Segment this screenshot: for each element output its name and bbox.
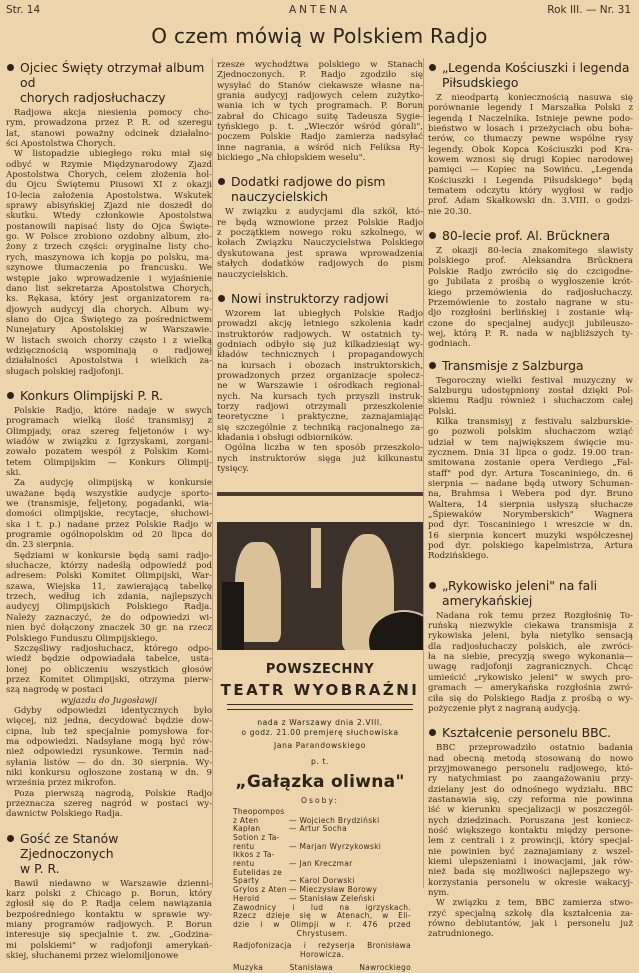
text-line: lat, stanowi poważny odcinek działalno- xyxy=(6,128,212,139)
article-paragraph xyxy=(428,743,633,898)
text-line: legendy. Obok Kopca Kościuszki pod Kra- xyxy=(428,144,633,155)
bullet-icon xyxy=(218,178,225,185)
cast-role: Grylos z Aten xyxy=(233,885,287,895)
article-heading: nauczycielskich xyxy=(231,189,329,205)
text-line: terów, co tłumaczy pewne wspólne rysy xyxy=(428,134,633,145)
text-line: rzesze wychodźtwa polskiego w Stanach xyxy=(217,60,423,70)
cast-note-last: Chrystusem. xyxy=(296,928,348,938)
text-line: djowych audycyj dla chorych. Album wy- xyxy=(6,304,212,315)
bullet-icon xyxy=(7,392,14,399)
text-line: prowadzi akcję letniego szkolenia kadr xyxy=(217,319,423,330)
text-line: nież odpowiedzi rysunkowe. Termin nad- xyxy=(6,747,212,758)
text-line: umieścić „rykowisko jeleni" w swych pro- xyxy=(428,672,633,683)
text-line: Za audycję olimpijską w konkursie xyxy=(14,478,212,489)
article-heading: Konkurs Olimpijski P. R. xyxy=(6,388,212,403)
text-line: Kilka transmisyj z festivalu salzburskie- xyxy=(436,416,633,427)
cast-actor: — Jan Kreczmar xyxy=(289,859,353,869)
text-line: BBC przeprowadziło ostatnio badania xyxy=(436,743,633,754)
article-heading: Nowi instruktorzy radjowi xyxy=(217,291,423,306)
article-heading: chorych radjosłuchaczy xyxy=(20,90,166,105)
article-paragraph xyxy=(6,406,212,478)
ad-play-title: „Gałązka oliwna" xyxy=(235,772,405,793)
text-line: słano do Ojca Świętego za pośrednictwem xyxy=(6,314,212,325)
text-line: teoretyczne i praktyczne, zaznajamiając xyxy=(217,412,423,423)
text-line: programach wielką ilość transmisyj z xyxy=(6,416,212,427)
text-line: skiemu Radju również i słuchaczom całej xyxy=(428,396,633,407)
article-paragraph xyxy=(217,443,423,474)
text-line: Radjowa akcja niesienia pomocy cho- xyxy=(14,108,212,118)
text-line: Z nieodpartą koniecznością nasuwa się xyxy=(436,93,633,103)
text-line: W listach swoich chorzy często i z wielką xyxy=(6,335,212,346)
text-line: 10-lecia założenia Apostolstwa. Wskutek xyxy=(6,190,212,201)
music-line: Muzyka Stanisława Nawrockiego xyxy=(233,962,411,972)
text-line: uwagę radjofonji zagranicznych. Chcąc xyxy=(428,662,633,673)
text-line: instruktorów radjowych. W ostatnich ty- xyxy=(217,329,423,340)
text-line: kiego przemówienia do radjosłuchaczy. xyxy=(428,287,633,298)
text-line: Polskie Radjo zwróciło się do czcigodne- xyxy=(428,266,633,277)
text-line: przez Komitet Olimpijski, otrzyma pierw- xyxy=(6,674,212,685)
text-line: nien być dołączony znaczek 30 gr. na rzecz xyxy=(6,623,212,634)
text-line: kiemi ulepszeniami i inowacjami, jak rów- xyxy=(428,856,633,867)
text-line: inne nagrania, a wśród nich Feliksa Ry- xyxy=(217,142,423,153)
text-line: Olimpjady, oraz szereg feljetonów i wy- xyxy=(6,426,212,437)
text-line: rzyć specjalną szkołę dla kształcenia za- xyxy=(428,908,633,919)
article-paragraph xyxy=(217,207,423,279)
text-line: miany programów radjowych. P. Borun xyxy=(6,920,212,931)
article-heading: Dodatki radjowe do pism xyxy=(217,174,423,189)
text-line: nych instruktorów sięga już kilkunastu xyxy=(217,453,423,464)
text-line: Polskiego Funduszu Olimpijskiego. xyxy=(6,633,158,644)
text-line: postanowili napisać listy do Ojca Święte- xyxy=(6,221,212,232)
article-salzburg xyxy=(428,358,633,562)
direction-line: Horowicza. xyxy=(300,950,344,960)
cast-list xyxy=(233,808,411,973)
bullet-icon xyxy=(429,729,436,736)
text-line: Rodzińskiego. xyxy=(428,551,489,562)
text-line: dn. 23 sierpnia. xyxy=(6,540,75,551)
illustration-drapery xyxy=(222,582,244,650)
text-line: sprawy abisyńskiej Zjazd nie doszedł do xyxy=(6,201,212,212)
text-line: Polski. xyxy=(428,406,457,417)
ad-line-2: TEATR WYOBRAŹNI xyxy=(220,681,420,700)
text-line: Wzorem lat ubiegłych Polskie Radjo xyxy=(225,308,423,319)
cast-actor: — Artur Socha xyxy=(289,824,347,834)
ad-info-2: o godz. 21.00 premjerę słuchowiska xyxy=(241,727,399,737)
text-line: bickiego „Na chłopskiem weselu". xyxy=(217,153,366,164)
text-line: prof. Adam Skałkowski dn. 3.VIII. o godzi- xyxy=(428,196,633,207)
text-line: września przez mikrofon. xyxy=(6,778,117,789)
ad-cast-title: Osoby: xyxy=(301,796,339,806)
text-line: kładania i obsługi odbiorników. xyxy=(217,432,353,443)
text-line: ści Apostolstwa Chorych. xyxy=(6,139,116,150)
article-paragraph xyxy=(6,551,212,644)
text-line: 16 sierpnia koncert muzyki współczesnej xyxy=(428,530,633,541)
article-pope-album xyxy=(6,60,212,377)
text-line: godniach. xyxy=(428,339,471,350)
article-heading: Kształcenie personelu BBC. xyxy=(428,725,633,740)
text-line: lonej po obliczeniu wszystkich głosów xyxy=(6,664,212,675)
column-3 xyxy=(428,60,633,940)
bullet-icon xyxy=(7,835,14,842)
text-line: sługach polskiej radjofonji. xyxy=(6,366,124,377)
text-line: ność większego kontaktu między persone- xyxy=(428,825,633,836)
text-line: żony z trzech części: oryginalne listy cho- xyxy=(6,242,212,253)
theatre-illustration xyxy=(217,522,423,650)
article-paragraph xyxy=(217,60,423,163)
article-radio-instructors xyxy=(217,291,423,475)
text-line: go. W Polsce zrobiono ozdobny album, zło- xyxy=(6,232,212,243)
text-line: zowało pozatem wespół z Polskim Komi- xyxy=(6,447,212,458)
text-line: zabrał do Chicago suitę Tadeusza Sygie- xyxy=(217,111,423,122)
text-line: syłania listów — do dn. 30 sierpnia. Wy- xyxy=(6,757,212,768)
text-line: zgłosił się do P. Radja celem nawiązania xyxy=(6,899,212,910)
text-line: tyńskiego p. t. „Wieczór wśród górali", xyxy=(217,122,423,133)
cast-role: Herold xyxy=(233,893,260,903)
text-line: we (transmisje, feljetony, pogadanki, wia- xyxy=(6,499,212,510)
text-line: legendą I Naczelnika. Istnieje pewne podo- xyxy=(428,113,633,124)
text-line: nym. xyxy=(428,888,450,898)
bullet-icon xyxy=(429,64,436,71)
text-line: rykowiska jeleni, była nietylko sensacją xyxy=(428,631,633,642)
cast-note: dzie i w Olimpji w r. 476 przed xyxy=(233,919,411,929)
text-line: porównanie legendy I Marszałka Polski z xyxy=(428,103,633,114)
article-heading: w P. R. xyxy=(20,860,60,876)
text-line: staff" pod dyr. Artura Toscaniniego, dn. 6 xyxy=(428,468,633,479)
cast-actor: — Stanisław Zeleński xyxy=(289,893,375,903)
text-line: ruńską niezwykle ciekawa transmisja z xyxy=(428,621,633,632)
text-line: korzystania personelu w okresie wakacyj- xyxy=(428,877,633,888)
page-number: Str. 14 xyxy=(6,4,41,16)
text-line: dyskutowana jest sprawa wprowadzenia xyxy=(217,248,423,259)
text-line: Należy zaznaczyć, że do odpowiedzi wi- xyxy=(6,612,212,623)
text-line: udział w tem największem święcie mu- xyxy=(428,437,633,448)
text-line: pod dyr. Toscaniniego i wreszcie w dn. xyxy=(428,520,633,531)
text-line: nauczycielskich. xyxy=(217,269,289,280)
text-line: Nadana rok temu przez Rozgłośnię To- xyxy=(436,610,633,621)
text-line: wiedź będzie odpowiadała tabelce, usta- xyxy=(6,654,212,665)
text-line: ska i t. p.) nadane przez Polskie Radjo w xyxy=(6,519,212,530)
text-line: pod dyr. polskiego kapelmistrza, Artura xyxy=(428,541,633,552)
text-line: uważane będą wszystkie audycje sporto- xyxy=(6,488,212,499)
article-heading: amerykańskiej xyxy=(442,592,533,608)
text-line: rych, maszynowa ich kopja po polsku, ma- xyxy=(6,252,212,263)
article-heading: Ojciec Święty otrzymał album od xyxy=(6,60,212,90)
text-line: ma odpowiedzi. Nadsyłane mogą być rów- xyxy=(6,736,212,747)
cast-role: rentu xyxy=(233,841,255,851)
text-line: więcej, niż jedna, decydować będzie dow- xyxy=(6,716,212,727)
text-line: sierpnia — nadane będą utwory Schuman- xyxy=(428,479,633,489)
text-line: re będą wznowione przez Polskie Radjo xyxy=(217,217,423,228)
text-line: zatrudnionego. xyxy=(428,929,494,940)
cast-role: rentu xyxy=(233,859,255,869)
ad-author: Jana Parandowskiego xyxy=(274,741,366,751)
text-line: Polskie Radjo, które nadaje w swych xyxy=(14,405,212,416)
cast-actor: — Karol Dorwski xyxy=(289,876,355,886)
article-paragraph xyxy=(6,108,212,149)
text-line: trzech, według ich zdania, najlepszych xyxy=(6,592,212,603)
text-line: Nunejatury Apostolskiej w Warszawie. xyxy=(6,325,212,336)
ad-info-1: nada z Warszawy dnia 2.VIII. xyxy=(257,718,383,728)
text-line: W związku z audycjami dla szkół, któ- xyxy=(225,207,423,218)
cast-role: Sotion z Ta- xyxy=(233,832,280,842)
column-2 xyxy=(217,60,423,973)
cast-role: z Aten xyxy=(233,815,259,825)
text-line: kowem wznosi się drugi Kopiec narodowej xyxy=(428,155,633,166)
cast-role: Eutelidas ze xyxy=(233,867,283,877)
text-line: Z okazji 80-lecia znakomitego slawisty xyxy=(436,246,633,257)
text-line: przyjmowanego personelu radjowego, któ- xyxy=(428,763,633,774)
text-line: odbyć w Rzymie Międzynarodowy Zjazd xyxy=(6,159,212,170)
text-line: rym, prowadzona przez P. R. od szeregu xyxy=(6,118,212,129)
cast-note: Rzecz dzieje się w Atenach, w Eli- xyxy=(233,911,411,921)
text-line: skiej, słuchanemi przez wielomiljonowe xyxy=(6,951,179,962)
text-line: Waltera, 14 sierpnia usłyszą słuchacze xyxy=(428,499,633,510)
issue-number: Rok III. — Nr. 31 xyxy=(547,4,631,16)
cast-note: Zawodnicy i lud na igrzyskach. xyxy=(233,902,411,912)
article-kosciuszki-legend xyxy=(428,60,633,217)
text-line: pamięci — Kopiec na Sowińcu. „Legenda xyxy=(428,165,633,176)
text-line: gramach — amerykańska rozgłośnia zwró- xyxy=(428,683,633,694)
article-bruckner xyxy=(428,228,633,349)
text-line: tematem odczytu który wygłosi w radjo xyxy=(428,186,633,197)
ad-pt: p. t. xyxy=(310,756,330,766)
text-line: Szczęśliwy radjosłuchacz, którego odpo- xyxy=(14,643,212,654)
text-line: z początkiem nowego roku szkolnego, w xyxy=(217,228,423,239)
text-line: torzy radjowi otrzymali przeszkolenie xyxy=(217,401,423,412)
text-line: zastanawia się, czy reforma nie powinna xyxy=(428,794,633,805)
text-line: dawnictw Polskiego Radja. xyxy=(6,809,123,820)
text-line: kładów technicznych i propagandowych xyxy=(217,350,423,361)
text-line: wdzięcznością wspominają o radjowej xyxy=(6,345,212,356)
bullet-icon xyxy=(218,295,225,302)
article-deer-rut xyxy=(428,578,633,714)
text-line: bieństwo w losach i przeżyciach obu boha- xyxy=(428,124,633,135)
text-line: tysięcy. xyxy=(217,464,249,474)
text-line: ne w Warszawie i ośrodkach regional- xyxy=(217,381,423,392)
text-line: adresem: Polski Komitet Olimpijski, War- xyxy=(6,571,212,582)
text-line: bezpośredniego kontaktu w sprawie wy- xyxy=(6,909,212,920)
text-line: działalności Apostolstwa i wielkich za- xyxy=(6,356,212,367)
theatre-advertisement xyxy=(217,662,423,806)
cast-role: Kapłan xyxy=(233,824,261,834)
cast-role: Sparty xyxy=(233,876,260,886)
bullet-icon xyxy=(7,64,14,71)
text-line: na, Brahmsa i Webera pod dyr. Bruno xyxy=(428,489,633,500)
bullet-icon xyxy=(429,232,436,239)
text-line: go Jubilata z prośbą o wygłoszenie krót- xyxy=(428,277,633,288)
text-line: wstępie jako wprowadzenie i wyjaśnienie xyxy=(6,273,212,284)
text-line: programie ogólnopolskim od 20 lipca do xyxy=(6,530,212,541)
magazine-name: ANTENA xyxy=(288,4,351,16)
text-line: iść w kierunku specjalizacji w poszczegól- xyxy=(428,805,633,816)
ad-double-rule xyxy=(227,704,413,710)
text-line: „Śpiewaków Norymberskich" Wagnera xyxy=(428,510,633,521)
page-title: O czem mówią w Polskiem Radjo xyxy=(151,24,488,48)
article-us-guest-continued xyxy=(217,60,423,163)
text-line: domości olimpijskie, recytacje, słuchowi- xyxy=(6,509,212,520)
text-line: szą nagrodę w postaci xyxy=(6,685,103,696)
article-heading: „Rykowisko jeleni" na fali xyxy=(428,578,633,593)
text-line: Zjednoczonych. P. Radjo zgodziło się xyxy=(217,70,423,81)
text-line: nad obecną metodą stosowaną do nowo xyxy=(428,753,633,764)
article-paragraph xyxy=(6,879,212,962)
text-line: równo debiutantów, jak i personelu już xyxy=(428,919,633,930)
text-line: Ogólna liczba w ten sposób przeszkolo- xyxy=(225,443,423,454)
text-line: przeznacza szereg nagród w postaci wy- xyxy=(6,799,212,809)
text-line: godniach odbyło się już kilkadziesiąt wy- xyxy=(217,339,423,350)
text-line: ski. xyxy=(6,468,22,478)
text-line: niki konkursu ogłoszone zostaną w dn. 9 xyxy=(6,767,212,778)
text-line: cipna, lub też specjalnie pomysłowa for- xyxy=(6,726,212,737)
article-paragraph xyxy=(6,149,212,377)
article-paragraph xyxy=(428,898,633,939)
text-line: wysyłać do Stanów ciekawsze własne na- xyxy=(217,80,423,91)
text-line: W listopadzie ubiegłego roku miał się xyxy=(14,149,212,160)
text-line: tetem Olimpijskim — Konkurs Olimpij- xyxy=(6,457,212,468)
text-line: nież bada się możliwości najlepszego wy- xyxy=(428,867,633,878)
article-paragraph xyxy=(428,376,633,417)
text-line: interesuje się specjalnie t. zw. „Godzina- xyxy=(6,930,212,941)
text-line: nie 20.30. xyxy=(428,206,472,217)
text-line: mi polskiemi" w radjofonji amerykań- xyxy=(6,940,212,951)
prize-text: wyjazdu do Jugosławji xyxy=(60,695,158,706)
prize-line xyxy=(6,696,212,706)
text-line: wej, którą P. R. nada w najbliższych ty- xyxy=(428,328,633,339)
text-line: Przemówienie to zostało nagrane w stu- xyxy=(428,297,633,308)
article-heading: 80-lecie prof. Al. Brücknera xyxy=(428,228,633,243)
column-divider xyxy=(423,58,424,888)
text-line: dla radjosłuchaczy polskich, ale zwróci- xyxy=(428,641,633,652)
text-line: dano list sekretarza Apostolstwa Chorych, xyxy=(6,283,212,294)
text-line: zycznem. Dnia 31 lipca o godz. 19.00 tran- xyxy=(428,447,633,458)
text-line: du Ojcu Świętemu Piusowi XI z okazji xyxy=(6,180,212,191)
ad-line-1: POWSZECHNY xyxy=(265,662,375,678)
text-line: nie powinien być zaznajamiany z wszel- xyxy=(428,846,633,857)
text-line: Gdyby odpowiedzi identycznych było xyxy=(14,705,212,716)
article-paragraph xyxy=(6,644,212,696)
article-paragraph xyxy=(428,417,633,562)
article-bbc xyxy=(428,725,633,940)
text-line: szawa, Wiejska 11, zawierającą tabelkę xyxy=(6,581,212,592)
article-olympic-contest xyxy=(6,388,212,820)
text-line: W związku z tem, BBC zamierza stwo- xyxy=(436,898,633,909)
text-line: grania audycyj radjowych celem zużytko- xyxy=(217,91,423,102)
cast-row xyxy=(233,895,411,904)
bullet-icon xyxy=(429,582,436,589)
article-us-guest xyxy=(6,831,212,962)
text-line: ciła się do Polskiego Radja z prośbą o wy- xyxy=(428,693,633,704)
text-line: Sędziami w konkursie będą sami radjo- xyxy=(14,550,212,561)
article-heading: Piłsudskiego xyxy=(442,75,519,90)
text-line: się szczególnie z techniką racjonalnego za- xyxy=(217,422,423,433)
text-line: Apostolstwa Chorych, celem złożenia hol- xyxy=(6,170,212,181)
text-line: Tegoroczny wielki festival muzyczny w xyxy=(436,375,633,386)
text-line: szynowe tłumaczenia po francusku. We xyxy=(6,263,212,274)
text-line: smitowana zostanie opera Verdiego „Fal- xyxy=(428,458,633,469)
text-line: nych dziedzinach. Poruszana jest koniecz- xyxy=(428,815,633,826)
text-line: ry natychmiast po zaangażowaniu przy- xyxy=(428,774,633,785)
text-line: skutku. Wtedy członkowie Apostolstwa xyxy=(6,211,212,222)
text-line: lem z centrali i z prowincji, który specjal- xyxy=(428,836,633,847)
article-paragraph xyxy=(428,93,633,217)
text-line: pożyczenie płyt z nagraną audycją. xyxy=(428,703,581,714)
text-line: na kursach i obozach instruktorskich, xyxy=(217,360,423,371)
text-line: polskiego prof. Aleksandra Brücknera xyxy=(428,256,633,267)
article-paragraph xyxy=(6,706,212,789)
text-line: wania ich w tych programach. P. Borun xyxy=(217,101,423,112)
text-line: djo rozgłośni berlińskiej i zostanie włą- xyxy=(428,308,633,319)
text-line: audycyj Olimpijskich Polskiego Radja. xyxy=(6,602,212,613)
text-line: go pozwoli polskim słuchaczom wziąć xyxy=(428,427,633,438)
cast-role: Ikkos z Ta- xyxy=(233,850,275,860)
text-line: Poza pierwszą nagrodą, Polskie Radjo xyxy=(14,788,212,799)
text-line: czone do specjalnej audycji jubileuszo- xyxy=(428,318,633,329)
cast-actor: — Marjan Wyrzykowski xyxy=(289,841,382,851)
illustration-column xyxy=(311,528,321,588)
cast-actor: — Wojciech Brydziński xyxy=(289,815,380,825)
text-line: kołach Związku Nauczycielstwa Polskiego xyxy=(217,238,423,249)
text-line: karz polski z Chicago p. Borun, który xyxy=(6,889,212,900)
text-line: wiadów w związku z Igrzyskami, zorgani- xyxy=(6,436,212,447)
text-line: Kościuszki i Legenda Piłsudskiego" będą xyxy=(428,175,633,186)
text-line: prowadzonych przez organizacje społecz- xyxy=(217,370,423,381)
article-heading: Gość ze Stanów Zjednoczonych xyxy=(6,831,212,861)
article-paragraph xyxy=(217,309,423,443)
article-heading: Transmisje z Salzburga xyxy=(428,358,633,373)
direction-line: Radjofonizacja i reżyserja Bronisława xyxy=(233,941,411,951)
bullet-icon xyxy=(429,362,436,369)
separator-bar xyxy=(217,492,423,496)
text-line: nych. Na kursach tych przyszli instruk- xyxy=(217,391,423,402)
cast-actor: — Mieczysław Borowy xyxy=(289,885,378,895)
text-line: ks. Rękasa, który jest organizatorem ra- xyxy=(6,294,212,305)
text-line: poczem Polskie Radjo zamierza nadsyłać xyxy=(217,132,423,143)
text-line: dzielany jest do odnośnego wydziału. BBC xyxy=(428,784,633,795)
text-line: ła na siebie, precyzją swego wykonania— xyxy=(428,652,633,663)
article-paragraph xyxy=(6,789,212,820)
article-heading: „Legenda Kościuszki i legenda xyxy=(428,60,633,75)
article-paragraph xyxy=(428,246,633,349)
article-paragraph xyxy=(428,611,633,714)
cast-role: Theopompos xyxy=(233,806,285,816)
text-line: stałych dodatków radjowych do pism xyxy=(217,259,423,270)
page-header xyxy=(0,4,639,18)
text-line: Bawił niedawno w Warszawie dzienni- xyxy=(14,878,212,889)
text-line: słuchacze, którzy nadeślą odpowiedź pod xyxy=(6,561,212,572)
article-teacher-supplements xyxy=(217,174,423,279)
column-1 xyxy=(6,60,212,961)
column-divider xyxy=(212,58,213,888)
article-paragraph xyxy=(6,478,212,550)
text-line: Salzburgu udostępniony został dzięki Pol- xyxy=(428,385,633,396)
